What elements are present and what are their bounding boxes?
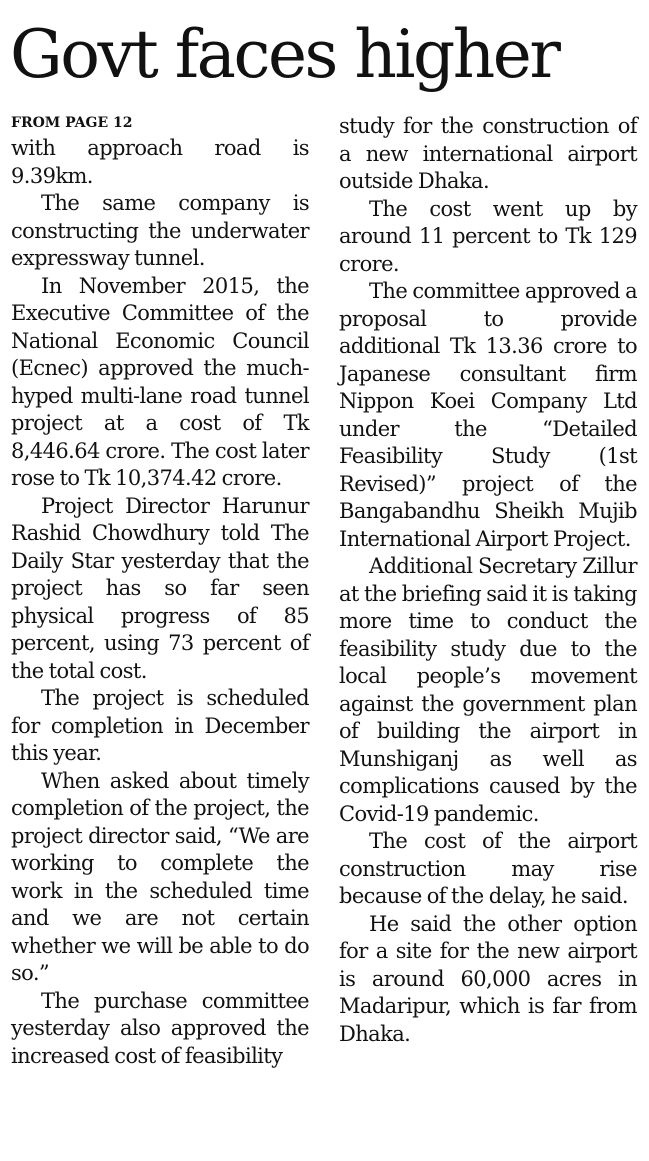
headline: Govt faces higher (10, 16, 559, 93)
paragraph: He said the other option for a site for the new airport is around 60,000 acres in Madaripur, which is far from Dhaka. (339, 911, 637, 1046)
paragraph: The cost of the airport construction may rise because of the delay, he said. (339, 829, 637, 908)
paragraph: with approach road is 9.39km. (11, 136, 309, 188)
page-jump-label: FROM PAGE 12 (11, 115, 133, 131)
paragraph: When asked about timely completion of the project, the project director said, “We are working to complete the work in the scheduled time and we are not certain whether we will be able to do so.” (11, 768, 309, 985)
paragraph: The committee approved a proposal to provide additional Tk 13.36 crore to Japanese consultant firm Nippon Koei Company Ltd under the “Detailed Feasibility Study (1st Revised)” project of the Bangabandhu Sheikh Mujib International Airport Project. (339, 279, 637, 551)
paragraph: The same company is constructing the underwater expressway tunnel. (11, 191, 309, 270)
right-column (339, 113, 637, 1048)
paragraph: The purchase committee yesterday also approved the increased cost of feasibility (11, 988, 309, 1068)
paragraph: The project is scheduled for completion in December this year. (11, 686, 309, 765)
paragraph: The cost went up by around 11 percent to Tk 129 crore. (339, 196, 637, 276)
paragraph: Project Director Harunur Rashid Chowdhury told The Daily Star yesterday that the project has so far seen physical progress of 85 percent, using 73 percent of the total cost. (11, 493, 309, 683)
paragraph: Additional Secretary Zillur at the briefing said it is taking more time to conduct the feasibility study due to the local people’s movement against the government plan of building the airport in Munshiganj as well as complications caused by the Covid-19 pandemic. (339, 554, 637, 826)
paragraph: study for the construction of a new international airport outside Dhaka. (339, 114, 637, 193)
paragraph: In November 2015, the Executive Committee of the National Economic Council (Ecnec) approved the much-hyped multi-lane road tunnel project at a cost of Tk 8,446.64 crore. The cost later rose to Tk 10,374.42 crore. (11, 273, 309, 490)
left-column (11, 113, 309, 1070)
